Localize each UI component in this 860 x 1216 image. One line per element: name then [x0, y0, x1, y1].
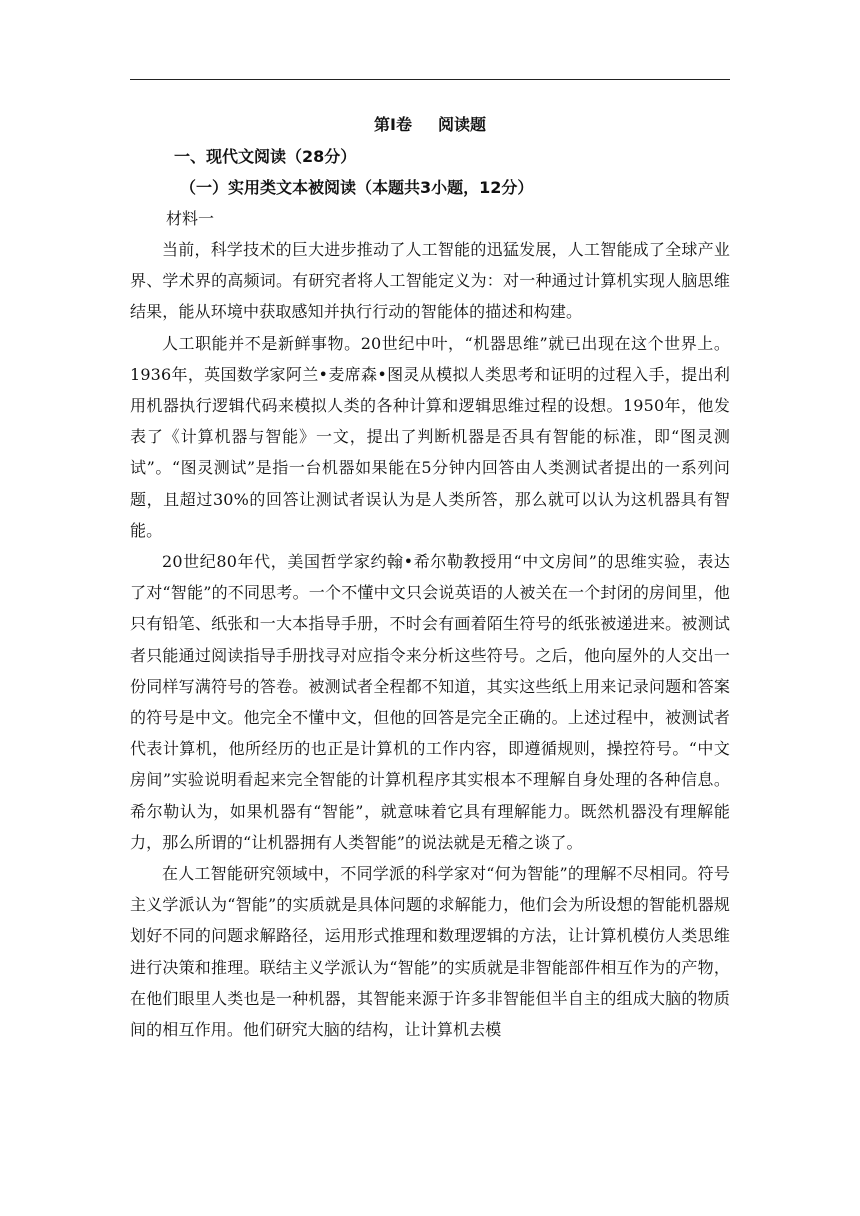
paragraph-3: 20世纪80年代，美国哲学家约翰•希尔勒教授用“中文房间”的思维实验，表达了对“智能”的不同思考。一个不懂中文只会说英语的人被关在一个封闭的房间里，他只有铅笔、纸张和一大本指导手册，不时会有画着陌生符号的纸张被递进来。被测试者只能通过阅读指导手册找寻对应指令来分析这些符号。之后，他向屋外的人交出一份同样写满符号的答卷。被测试者全程都不知道，其实这些纸上用来记录问题和答案的符号是中文。他完全不懂中文，但他的回答是完全正确的。上述过程中，被测试者代表计算机，他所经历的也正是计算机的工作内容，即遵循规则，操控符号。“中文房间”实验说明看起来完全智能的计算机程序其实根本不理解自身处理的各种信息。希尔勒认为，如果机器有“智能”，就意味着它具有理解能力。既然机器没有理解能力，那么所谓的“让机器拥有人类智能”的说法就是无稽之谈了。: [130, 552, 730, 852]
section-title-part: 第Ⅰ卷: [374, 115, 412, 134]
paragraph-1: 当前，科学技术的巨大进步推动了人工智能的迅猛发展，人工智能成了全球产业界、学术界的高频词。有研究者将人工智能定义为：对一种通过计算机实现人脑思维结果，能从环境中获取感知并执行行动的智能体的描述和构建。: [130, 240, 730, 322]
material-label: 材料一: [166, 209, 215, 228]
document-body: [130, 109, 730, 1045]
section-title: [130, 109, 730, 141]
paragraph-2: 人工职能并不是新鲜事物。20世纪中叶，“机器思维”就已出现在这个世界上。1936年，英国数学家阿兰•麦席森•图灵从模拟人类思考和证明的过程入手，提出利用机器执行逻辑代码来模拟人类的各种计算和逻辑思维过程的设想。1950年，他发表了《计算机器与智能》一文，提出了判断机器是否具有智能的标准，即“图灵测试”。“图灵测试”是指一台机器如果能在5分钟内回答由人类测试者提出的一系列问题，且超过30%的回答让测试者误认为是人类所答，那么就可以认为这机器具有智能。: [130, 333, 730, 540]
heading-practical-text: （一）实用类文本被阅读（本题共3小题，12分）: [180, 178, 534, 197]
heading-modern-reading: 一、现代文阅读（28分）: [174, 147, 357, 166]
paragraph-4: 在人工智能研究领域中，不同学派的科学家对“何为智能”的理解不尽相同。符号主义学派认为“智能”的实质就是具体问题的求解能力，他们会为所设想的智能机器规划好不同的问题求解路径，运用形式推理和数理逻辑的方法，让计算机模仿人类思维进行决策和推理。联结主义学派认为“智能”的实质就是非智能部件相互作为的产物，在他们眼里人类也是一种机器，其智能来源于许多非智能但半自主的组成大脑的物质间的相互作用。他们研究大脑的结构，让计算机去模: [130, 864, 730, 1040]
header-rule: [130, 79, 730, 80]
section-title-name: 阅读题: [437, 115, 486, 134]
